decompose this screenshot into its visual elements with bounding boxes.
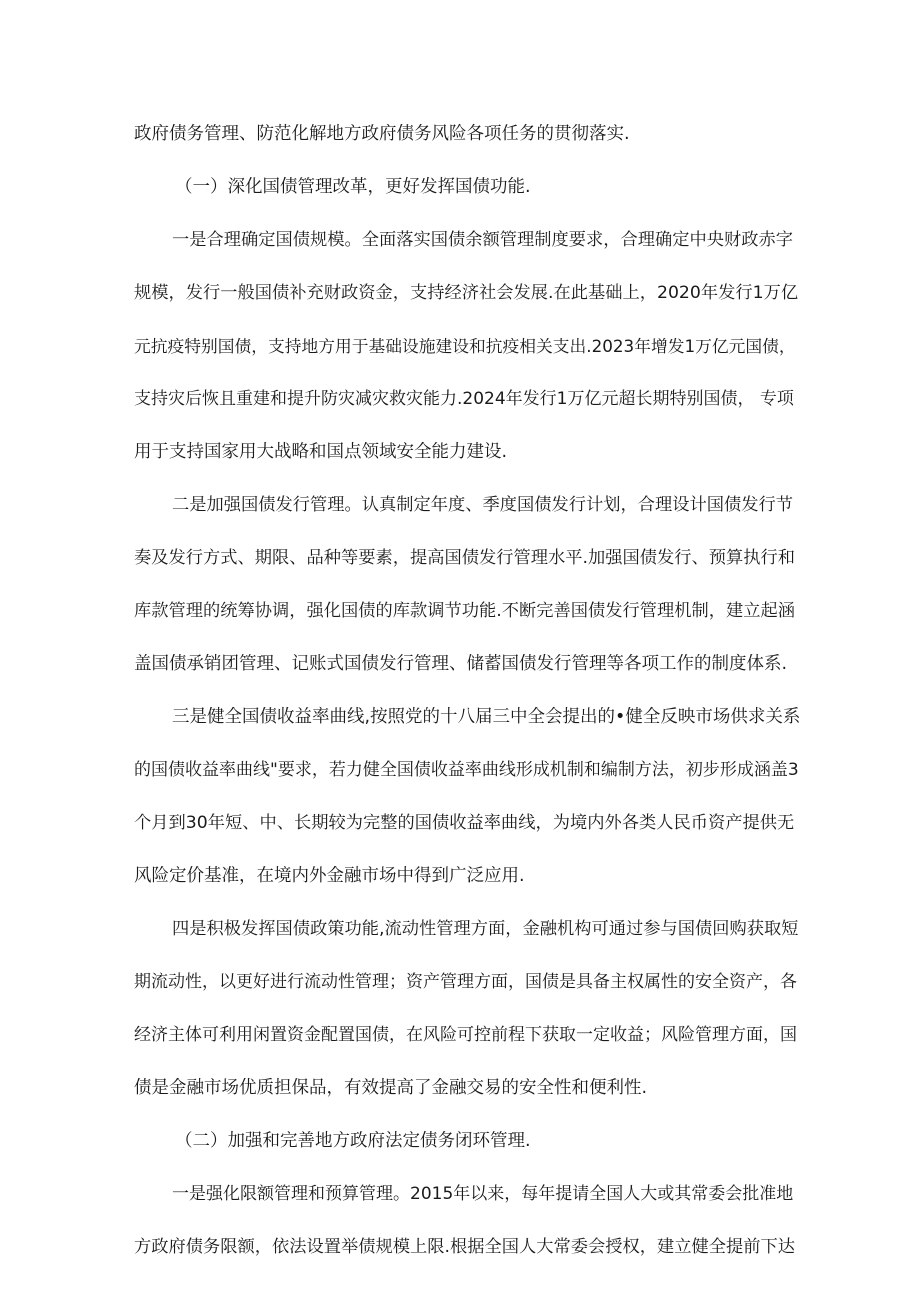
paragraph-2-line-4: 盖国债承销团管理、记账式国债发行管理、储蓄国债发行管理等各项工作的制度体系. [134,654,788,674]
paragraph-2-line-3: 库款管理的统筹协调，强化国债的库款调节功能.不断完善国债发行管理机制，建立起涵 [134,601,795,621]
paragraph-4-line-1: 四是积极发挥国债政策功能,流动性管理方面，金融机构可通过参与国债回购获取短 [172,919,799,939]
paragraph-3-line-2: 的国债收益率曲线"要求，若力健全国债收益率曲线形成机制和编制方法，初步形成涵盖3 [134,760,799,780]
paragraph-4-line-3: 经济主体可利用闲置资金配置国债，在风险可控前程下获取一定收益；风险管理方面，国 [134,1025,797,1045]
section-heading-2: （二）加强和完善地方政府法定债务闭环管理. [175,1131,531,1151]
paragraph-3-line-3: 个月到30年短、中、长期较为完整的国债收益率曲线，为境内外各类人民币资产提供无 [134,813,795,833]
paragraph-1-line-3: 元抗疫特别国债，支持地方用于基础设施建设和抗疫相关支出.2023年增发1万亿元国债， [134,336,796,356]
paragraph-continuation-line: 政府债务管理、防范化解地方政府债务风险各项任务的贯彻落实. [134,124,630,144]
paragraph-4-line-2: 期流动性，以更好进行流动性管理；资产管理方面，国债是具备主权属性的安全资产，各 [134,972,797,992]
paragraph-2-line-2: 奏及发行方式、期限、品种等要素，提高国债发行管理水平.加强国债发行、预算执行和 [134,548,795,568]
paragraph-1-line-1: 一是合理确定国债规模。全面落实国债余额管理制度要求，合理确定中央财政赤字 [172,230,794,250]
paragraph-1-line-2: 规模，发行一般国债补充财政资金，支持经济社会发展.在此基础上，2020年发行1万亿 [134,283,799,303]
section-heading-1: （一）深化国债管理改革，更好发挥国债功能. [175,177,531,197]
paragraph-5-line-2: 方政府债务限额，依法设置举债规模上限.根据全国人大常委会授权，建立健全提前下达 [134,1237,795,1257]
paragraph-5-line-1: 一是强化限额管理和预算管理。2015年以来，每年提请全国人大或其常委会批准地 [172,1184,794,1204]
paragraph-1-line-4: 支持灾后恢且重建和提升防灾减灾救灾能力.2024年发行1万亿元超长期特别国债， 专项 [134,389,794,409]
paragraph-3-line-4: 风险定价基准，在境内外金融市场中得到广泛应用. [134,866,525,886]
paragraph-4-line-4: 债是金融市场优质担保品，有效提高了金融交易的安全性和便利性. [134,1078,648,1098]
paragraph-3-line-1: 三是健全国债收益率曲线,按照党的十八届三中全会提出的•健全反映市场供求关系 [172,707,801,727]
paragraph-2-line-1: 二是加强国债发行管理。认真制定年度、季度国债发行计划，合理设计国债发行节 [172,495,794,515]
paragraph-1-line-5: 用于支持国家用大战略和国点领域安全能力建设. [134,442,508,462]
